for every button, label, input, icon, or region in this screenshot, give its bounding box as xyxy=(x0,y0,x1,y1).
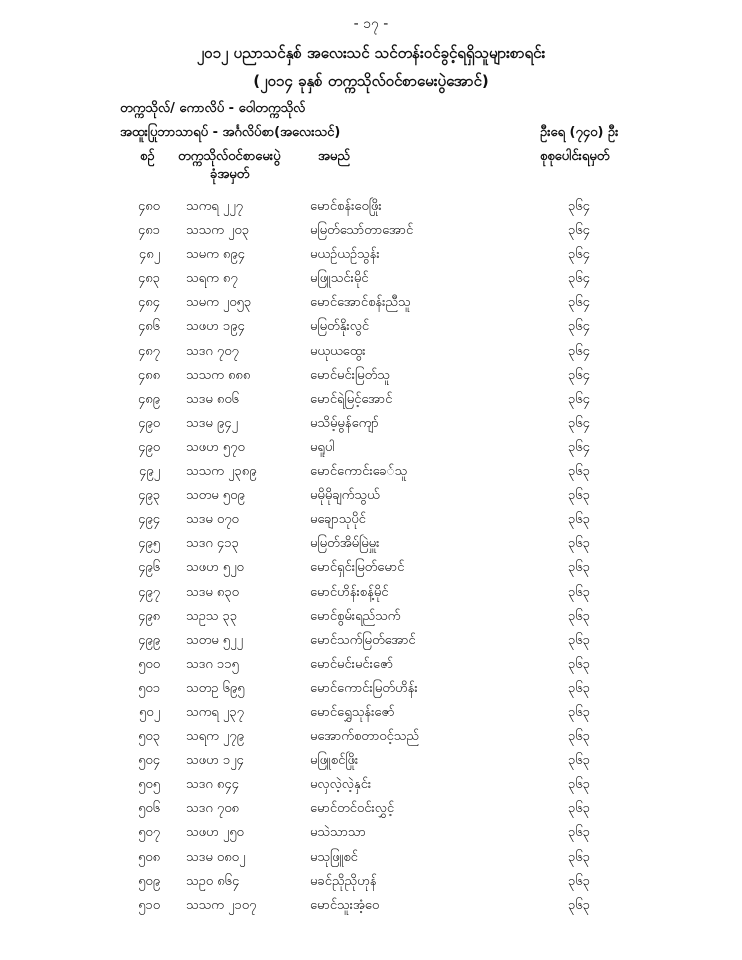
student-name: မောင်စန်းဝေဖြိုး xyxy=(310,199,382,214)
total-score: ၃၆၄ xyxy=(568,439,590,455)
row-number: ၅၀၈ xyxy=(137,849,160,865)
table-row xyxy=(0,678,742,702)
row-number: ၄၈၀ xyxy=(137,199,160,214)
table-row xyxy=(0,630,742,654)
table-row xyxy=(0,606,742,630)
table-row xyxy=(0,533,742,557)
row-number: ၄၉၅ xyxy=(138,536,160,552)
roll-number: သသက ၂၀၃ xyxy=(186,223,250,239)
total-score: ၃၆၃ xyxy=(568,488,590,504)
student-name: မဖြူစင်ဖြိုး xyxy=(310,753,359,769)
roll-number: သရက ၈၇ xyxy=(186,271,238,287)
total-score: ၃၆၃ xyxy=(568,729,590,745)
total-score: ၃၆၃ xyxy=(568,825,590,841)
table-row xyxy=(0,365,742,389)
student-name: မောင်မင်းမင်းဇော် xyxy=(310,656,394,672)
student-name: မချောသုပိုင် xyxy=(310,512,366,528)
row-number: ၅၀၅ xyxy=(138,777,160,793)
roll-number: သဥသ ၃၃ xyxy=(186,608,238,624)
row-number: ၄၈၆ xyxy=(137,319,160,335)
total-score: ၃၆၃ xyxy=(568,656,590,672)
row-number: ၅၀၃ xyxy=(138,729,160,745)
row-number: ၅၀၁ xyxy=(138,680,160,696)
row-number: ၄၉၈ xyxy=(137,608,160,624)
total-score: ၃၆၃ xyxy=(568,704,590,720)
table-row xyxy=(0,413,742,437)
document-title: ၂၀၁၂ ပညာသင်နှစ် အလေးသင် သင်တန်းဝင်ခွင့်ရရှိသူများစာရင်း xyxy=(196,44,546,62)
row-number: ၄၈၄ xyxy=(137,295,160,311)
student-name: မယုယထွေး xyxy=(310,343,366,359)
total-score: ၃၆၃ xyxy=(568,801,590,817)
total-score: ၃၆၄ xyxy=(568,319,590,335)
header-no: စဉ် xyxy=(140,149,155,164)
student-name: မသဲသာသာ xyxy=(310,825,366,841)
table-row xyxy=(0,798,742,822)
roll-number: သဒဂ ၇၀၇ xyxy=(186,343,239,359)
roll-number: သဒမ ၀၇၀ xyxy=(186,512,239,528)
student-name: မောင်ကောင်းမြတ်ဟိန်း xyxy=(310,680,418,696)
roll-number: သဒဂ ၇၀၈ xyxy=(186,801,239,817)
row-number: ၄၈၁ xyxy=(137,223,160,239)
table-row xyxy=(0,871,742,895)
student-name: မမြတ်နိုးလွင် xyxy=(310,319,370,335)
table-row xyxy=(0,509,742,533)
document-subtitle: (၂၀၁၄ ခုနှစ် တက္ကသိုလ်ဝင်စာမေးပွဲအောင်) xyxy=(253,72,489,90)
row-number: ၄၈၈ xyxy=(137,367,160,383)
student-name: မောင်ရှင်းမြတ်မောင် xyxy=(310,560,405,576)
row-number: ၅၀၄ xyxy=(138,753,160,769)
table-row xyxy=(0,196,742,220)
table-row xyxy=(0,244,742,268)
student-name: မောင်ရဲမြင့်အောင် xyxy=(310,391,393,407)
roll-number: သသက ၈၈၈ xyxy=(186,367,251,383)
table-row xyxy=(0,268,742,292)
table-row xyxy=(0,341,742,365)
row-number: ၄၈၉ xyxy=(137,391,160,407)
student-name: မအောက်စတာဝင့်သည် xyxy=(310,729,419,745)
total-score: ၃၆၃ xyxy=(568,608,590,624)
table-row xyxy=(0,292,742,316)
table-row xyxy=(0,750,742,774)
results-list xyxy=(0,196,742,919)
total-score: ၃၆၄ xyxy=(568,391,590,407)
roll-number: သမက ၈၉၄ xyxy=(186,247,245,263)
table-row xyxy=(0,582,742,606)
table-row xyxy=(0,389,742,413)
page-number: - ၁၇ - xyxy=(353,16,389,32)
student-name: မမြတ်သော်တာအောင် xyxy=(310,223,414,239)
header-name: အမည် xyxy=(318,149,350,164)
total-score: ၃၆၄ xyxy=(568,343,590,359)
total-score: ၃၆၃ xyxy=(568,464,590,480)
student-name: မဖြူသင်းမိုင် xyxy=(310,271,369,287)
row-number: ၄၉၄ xyxy=(138,512,160,528)
student-name: မောင်စွမ်းရည်သက် xyxy=(310,608,401,624)
student-name: မောင်ရွှေသုန်းဇော် xyxy=(310,704,395,720)
row-number: ၄၉၃ xyxy=(138,488,160,504)
roll-number: သသက ၂၁၀၇ xyxy=(186,897,257,913)
row-number: ၅၀၀ xyxy=(138,656,160,672)
subject-line: အထူးပြုဘာသာရပ် - အင်္ဂလိပ်စာ(အလေးသင်) xyxy=(120,125,341,140)
total-score: ၃၆၄ xyxy=(568,199,590,214)
row-number: ၅၁၀ xyxy=(138,897,160,913)
total-score: ၃၆၃ xyxy=(568,512,590,528)
table-row xyxy=(0,220,742,244)
roll-number: သဒမ ၉၄၂ xyxy=(186,415,238,431)
student-name: မောင်သက်မြတ်အောင် xyxy=(310,632,416,648)
row-number: ၄၈၂ xyxy=(138,247,160,263)
roll-number: သဒဂ ၄၁၃ xyxy=(186,536,239,552)
total-score: ၃၆၃ xyxy=(568,849,590,865)
student-name: မမိုမိုချက်သွယ် xyxy=(310,488,380,504)
roll-number: သဖဟ ၅၇၀ xyxy=(186,439,245,455)
total-score: ၃၆၃ xyxy=(568,777,590,793)
header-score: စုစုပေါင်းရမှတ် xyxy=(540,149,610,164)
total-score: ၃၆၃ xyxy=(568,753,590,769)
roll-number: သတမ ၅၀၉ xyxy=(186,488,245,504)
roll-number: သဥဝ ၈၆၄ xyxy=(186,873,240,889)
student-name: မောင်သူးအံ့ဝေ xyxy=(310,897,380,913)
student-name: မောင်မင်းမြတ်သူ xyxy=(310,367,390,383)
table-row xyxy=(0,895,742,919)
total-score: ၃၆၃ xyxy=(568,680,590,696)
row-number: ၄၉၇ xyxy=(138,584,160,600)
total-score: ၃၆၃ xyxy=(568,632,590,648)
student-name: မရူပါ xyxy=(310,439,335,455)
table-row xyxy=(0,557,742,581)
roll-number: သကရ ၂၂၇ xyxy=(186,199,243,214)
student-name: မောင်ဟိန်းစန့်မိုင် xyxy=(310,584,389,600)
roll-number: သမက ၂၀၅၃ xyxy=(186,295,252,311)
student-name: မမြတ်အိမ်မြဲမှူး xyxy=(310,536,380,552)
total-score: ၃၆၄ xyxy=(568,247,590,263)
row-number: ၄၈၃ xyxy=(137,271,160,287)
roll-number: သဒဂ ၈၄၄ xyxy=(186,777,239,793)
roll-number: သဖဟ ၅၂၀ xyxy=(186,560,244,576)
total-score: ၃၆၃ xyxy=(568,897,590,913)
roll-number: သရက ၂၇၉ xyxy=(186,729,244,745)
roll-number: သဒဂ ၁၁၅ xyxy=(186,656,239,672)
total-score: ၃၆၄ xyxy=(568,295,590,311)
table-row xyxy=(0,726,742,750)
roll-number: သတမ ၅၂၂ xyxy=(186,632,243,648)
roll-number: သဒမ ၈၀၆ xyxy=(186,391,239,407)
student-name: မသိမ့်မွန်ကျော် xyxy=(310,415,379,431)
total-score: ၃၆၃ xyxy=(568,873,590,889)
student-name: မသုဖြူစင် xyxy=(310,849,358,865)
roll-number: သသက ၂၃၈၉ xyxy=(186,464,257,480)
row-number: ၅၀၇ xyxy=(138,825,160,841)
total-score: ၃၆၃ xyxy=(568,584,590,600)
row-number: ၄၈၇ xyxy=(137,343,160,359)
table-row xyxy=(0,847,742,871)
student-name: မောင်တင်ဝင်းလွှင့် xyxy=(310,801,395,817)
row-number: ၅၀၂ xyxy=(138,704,160,720)
roll-number: သဒမ ၀၈၀၂ xyxy=(186,849,246,865)
university-line: တက္ကသိုလ်/ ကောလိပ် - ဝေါတက္ကသိုလ် xyxy=(120,101,306,116)
student-name: မယဉ်ယဉ်သွန်း xyxy=(310,247,380,263)
table-row xyxy=(0,316,742,340)
student-name: မောင်ကောင်းခေ်သူ xyxy=(310,464,408,480)
row-number: ၄၉၂ xyxy=(138,464,160,480)
total-score: ၃၆၄ xyxy=(568,367,590,383)
row-number: ၅၀၆ xyxy=(138,801,160,817)
roll-number: သဖဟ ၁၉၄ xyxy=(186,319,245,335)
table-row xyxy=(0,485,742,509)
table-row xyxy=(0,702,742,726)
table-row xyxy=(0,654,742,678)
roll-number: သဒမ ၈၃၀ xyxy=(186,584,239,600)
row-number: ၄၉၀ xyxy=(138,415,160,431)
row-number: ၄၉၆ xyxy=(138,560,160,576)
table-row xyxy=(0,822,742,846)
table-row xyxy=(0,437,742,461)
total-score: ၃၆၃ xyxy=(568,560,590,576)
row-number: ၅၀၉ xyxy=(138,873,160,889)
total-score: ၃၆၄ xyxy=(568,271,590,287)
total-score: ၃၆၄ xyxy=(568,415,590,431)
student-name: မခင်ညိုညိုဟုန် xyxy=(310,873,377,889)
student-name: မောင်အောင်စန်းညီသူ xyxy=(310,295,411,311)
row-number: ၄၉၀ xyxy=(138,439,160,455)
table-row xyxy=(0,461,742,485)
total-score: ၃၆၄ xyxy=(568,223,590,239)
roll-number: သကရ ၂၃၇ xyxy=(186,704,244,720)
row-number: ၄၉၉ xyxy=(138,632,160,648)
table-row xyxy=(0,774,742,798)
roll-number: သဖဟ ၂၅၀ xyxy=(186,825,244,841)
header-roll: တက္ကသိုလ်ဝင်စာမေးပွဲ xyxy=(178,149,281,164)
header-roll-sub: ခုံအမှတ် xyxy=(210,167,250,182)
roll-number: သတဥ ၆၉၅ xyxy=(186,680,245,696)
student-name: မလှလဲ့လဲ့နှင်း xyxy=(310,777,372,793)
roll-number: သဖဟ ၁၂၄ xyxy=(186,753,244,769)
total-count: ဦးရေ (၇၄၀) ဦး xyxy=(540,125,619,140)
total-score: ၃၆၃ xyxy=(568,536,590,552)
